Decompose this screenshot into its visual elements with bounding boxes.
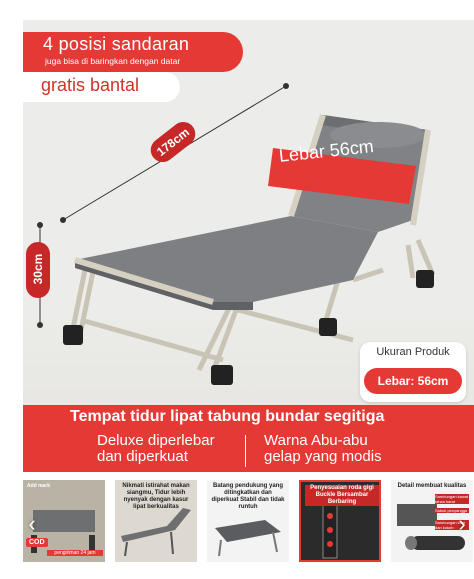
size-box-title: Ukuran Produk	[376, 346, 450, 358]
product-main-image[interactable]	[23, 20, 474, 472]
banner-left-text	[97, 433, 215, 465]
banner-left-line2: dan diperkuat	[97, 448, 188, 465]
thumbnail-3-caption: Batang pendukung yang ditingkatkan dan diperkuat Stabil dan tidak runtuh	[211, 483, 285, 510]
thumbnail-2-caption: Nikmati istirahat makan siangmu, Tidur lebih nyenyak dengan kasur lipat berkualitas	[122, 483, 190, 510]
headline-text: 4 posisi sandaran	[43, 34, 190, 54]
banner-right-text	[264, 433, 382, 465]
size-box-value: Lebar: 56cm	[364, 368, 462, 394]
feature-banner	[23, 405, 474, 472]
product-size-box	[360, 342, 466, 402]
chevron-right-icon[interactable]: ›	[458, 511, 466, 536]
thumbnail-2[interactable]	[115, 480, 197, 562]
thumbnail-4-caption: Penyesuaian roda gigi Buckle Bersambar Berbaring	[305, 485, 379, 506]
thumbnail-5-note1: Sambungan kawat tahan karat	[435, 494, 469, 504]
thumbnail-gallery	[23, 480, 474, 562]
banner-divider	[245, 435, 246, 467]
height-dimension-text: 30cm	[31, 253, 45, 285]
shipping-note: pengiriman 24 jam	[47, 550, 103, 556]
thumbnail-5-note3: Sambungan kuat dan kokoh	[435, 520, 469, 530]
free-pillow-badge	[23, 72, 180, 102]
free-pillow-text: gratis bantal	[41, 75, 140, 95]
banner-right-line1: Warna Abu-abu	[264, 432, 368, 449]
width-label: Lebar 56cm	[278, 136, 375, 166]
cod-badge: COD	[26, 538, 48, 547]
thumbnail-1-caption: Add mark	[27, 483, 51, 489]
height-dimension-badge	[26, 242, 50, 298]
chevron-left-icon[interactable]: ‹	[28, 511, 36, 536]
thumbnail-3[interactable]	[207, 480, 289, 562]
thumbnail-5-caption: Detail membuat kualitas	[397, 483, 467, 489]
banner-right-line2: gelap yang modis	[264, 448, 382, 465]
thumbnail-4[interactable]	[299, 480, 381, 562]
banner-left-line1: Deluxe diperlebar	[97, 432, 215, 449]
backrest-positions-banner	[23, 32, 243, 72]
length-dimension-badge: 178cm	[146, 117, 200, 167]
banner-title: Tempat tidur lipat tabung bundar segitiga	[70, 408, 385, 425]
subheadline-text: juga bisa di baringkan dengan datar	[45, 56, 181, 66]
thumbnail-5-note2: Sabuk penyangga	[435, 508, 468, 513]
